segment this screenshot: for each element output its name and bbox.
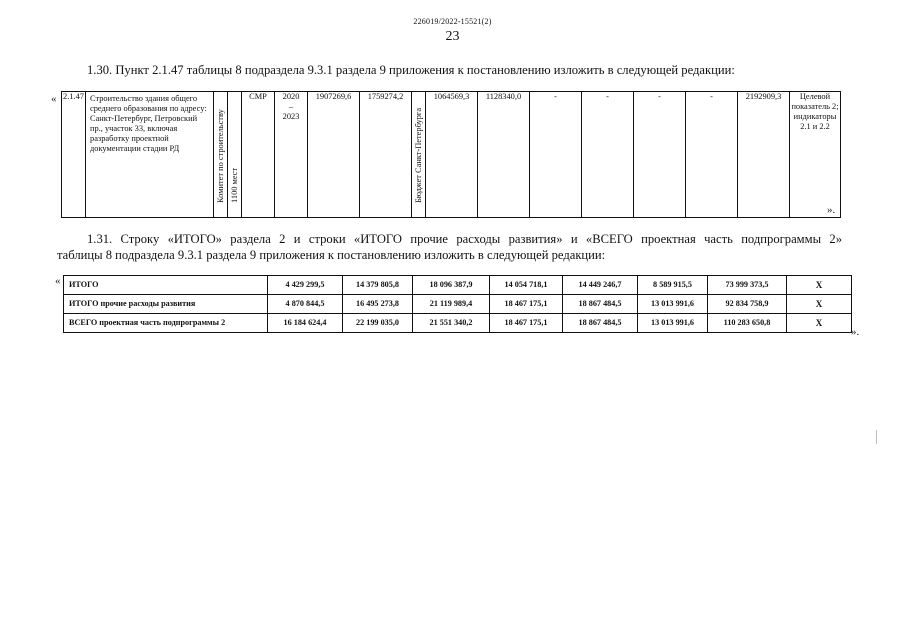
value-cell: 13 013 991,6 [638, 295, 708, 314]
table-totals [63, 275, 852, 333]
value-cell: 1128340,0 [478, 92, 530, 218]
value-cell: 110 283 650,8 [708, 314, 787, 333]
capacity-cell [228, 92, 242, 218]
value-cell: - [530, 92, 582, 218]
x-cell: X [787, 314, 852, 333]
open-quote: « [55, 275, 61, 287]
value-cell: 16 495 273,8 [343, 295, 413, 314]
table-row [62, 92, 841, 218]
value-cell: - [582, 92, 634, 218]
value-cell: - [686, 92, 738, 218]
close-quote: ». [851, 326, 860, 338]
value-cell: 73 999 373,5 [708, 276, 787, 295]
value-cell: 21 551 340,2 [413, 314, 490, 333]
object-name-cell: Строительство здания общего среднего образования по адресу: Санкт-Петербург, Петровский пр., участок 33, включая разработку проектной документации стадии РД [86, 92, 214, 218]
value-cell: - [634, 92, 686, 218]
value-cell: 18 867 484,5 [563, 295, 638, 314]
x-cell: X [787, 295, 852, 314]
value-cell: 14 379 805,8 [343, 276, 413, 295]
source-cell [412, 92, 426, 218]
value-cell: 18 096 387,9 [413, 276, 490, 295]
value-cell: 14 054 718,1 [490, 276, 563, 295]
value-cell: 18 467 175,1 [490, 314, 563, 333]
period-cell [275, 92, 308, 218]
value-cell: 1064569,3 [426, 92, 478, 218]
item-number-cell: 2.1.47 [62, 92, 86, 218]
indicator-cell: Целевой показатель 2; индикаторы 2.1 и 2.2 [790, 92, 841, 218]
document-number: 226019/2022-15521(2) [413, 17, 492, 26]
value-cell: 18 867 484,5 [563, 314, 638, 333]
value-cell: 16 184 624,4 [268, 314, 343, 333]
source-text: Бюджет Санкт-Петербурга [413, 107, 423, 203]
value-cell: 8 589 915,5 [638, 276, 708, 295]
row-label: ВСЕГО проектная часть подпрограммы 2 [64, 314, 268, 333]
table-row [64, 295, 852, 314]
close-quote: ». [827, 204, 836, 216]
table-item-2-1-47 [61, 91, 841, 218]
table-row [64, 314, 852, 333]
value-cell: 13 013 991,6 [638, 314, 708, 333]
customer-text: Комитет по строительству [215, 109, 225, 203]
value-cell: 1759274,2 [360, 92, 412, 218]
value-cell: 14 449 246,7 [563, 276, 638, 295]
paragraph-1-31-line1: 1.31. Строку «ИТОГО» раздела 2 и строки «ИТОГО прочие расходы развития» и «ВСЕГО проектная часть подпрограммы 2» [87, 232, 842, 246]
work-type-cell: СМР [242, 92, 275, 218]
year-dash: – [288, 102, 294, 111]
year-end: 2023 [282, 112, 300, 121]
value-cell: 18 467 175,1 [490, 295, 563, 314]
scan-mark [876, 430, 877, 444]
value-cell: 4 870 844,5 [268, 295, 343, 314]
row-label: ИТОГО [64, 276, 268, 295]
value-cell: 92 834 758,9 [708, 295, 787, 314]
value-cell: 22 199 035,0 [343, 314, 413, 333]
open-quote: « [51, 93, 57, 105]
x-cell: X [787, 276, 852, 295]
capacity-text: 1100 мест [229, 167, 239, 203]
value-cell: 4 429 299,5 [268, 276, 343, 295]
value-cell: 2192909,3 [738, 92, 790, 218]
year-start: 2020 [282, 92, 300, 101]
paragraph-1-31-line2: таблицы 8 подраздела 9.3.1 раздела 9 приложения к постановлению изложить в следующей редакции: [57, 248, 606, 262]
value-cell: 21 119 989,4 [413, 295, 490, 314]
paragraph-1-30: 1.30. Пункт 2.1.47 таблицы 8 подраздела 9.3.1 раздела 9 приложения к постановлению изложить в следующей редакции: [87, 63, 735, 77]
value-cell: 1907269,6 [308, 92, 360, 218]
row-label: ИТОГО прочие расходы развития [64, 295, 268, 314]
customer-cell [214, 92, 228, 218]
table-row [64, 276, 852, 295]
page-number: 23 [445, 29, 460, 44]
